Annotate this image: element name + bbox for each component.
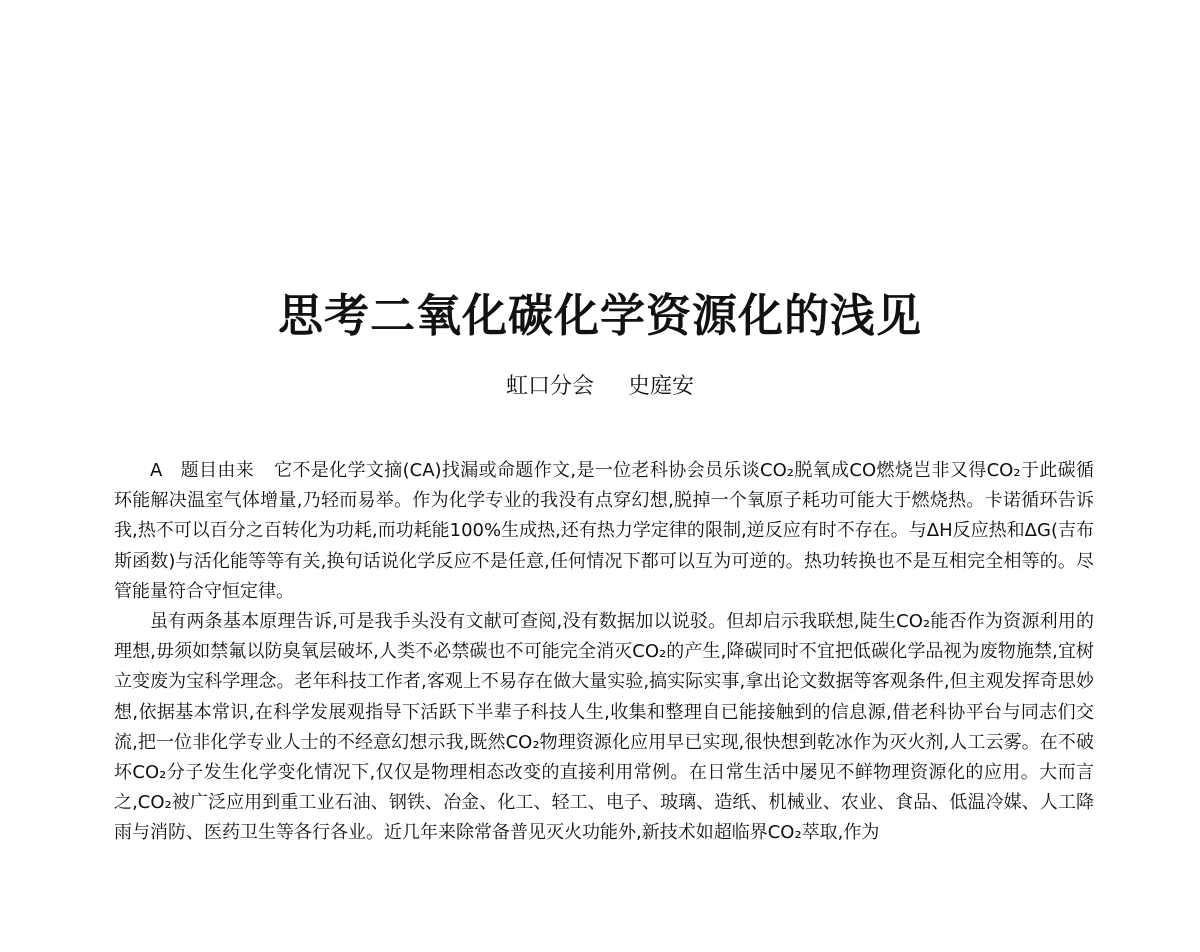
section-label: A	[150, 460, 163, 481]
paragraph-2: 虽有两条基本原理告诉,可是我手头没有文献可查阅,没有数据加以说驳。但却启示我联想,陡生CO₂能否作为资源利用的理想,毋须如禁氟以防臭氧层破坏,人类不必禁碳也不可能完全消灭CO₂的产生,降碳同时不宜把低碳化学品视为废物施禁,宜树立变废为宝科学理念。老年科技工作者,客观上不易存在做大量实验,搞实际实事,拿出论文数据等客观条件,但主观发挥奇思妙想,依据基本常识,在科学发展观指导下活跃下半辈子科技人生,收集和整理自已能接触到的信息源,借老科协平台与同志们交流,把一位非化学专业人士的不经意幻想示我,既然CO₂物理资源化应用早已实现,很快想到乾冰作为灭火剂,人工云雾。在不破坏CO₂分子发生化学变化情况下,仅仅是物理相态改变的直接利用常例。在日常生活中屡见不鲜物理资源化的应用。大而言之,CO₂被广泛应用到重工业石油、钢铁、冶金、化工、轻工、电子、玻璃、造纸、机械业、农业、食品、低温冷媒、人工降雨与消防、医药卫生等各行各业。近几年来除常备普见灭火功能外,新技术如超临界CO₂萃取,作为	[114, 611, 1094, 844]
author-org: 虹口分会	[505, 374, 594, 399]
author-byline	[0, 371, 1200, 403]
author-name: 史庭安	[628, 374, 695, 399]
article-title: 思考二氧化碳化学资源化的浅见	[277, 289, 922, 342]
paragraph-1	[114, 456, 1094, 607]
paragraph-1-text: 它不是化学文摘(CA)找漏或命题作文,是一位老科协会员乐谈CO₂脱氧成CO燃烧岂非又得CO₂于此碳循环能解决温室气体增量,乃轻而易举。作为化学专业的我没有点穿幻想,脱掉一个氧原子耗功可能大于燃烧热。卡诺循环告诉我,热不可以百分之百转化为功耗,而功耗能100%生成热,还有热力学定律的限制,逆反应有时不存在。与ΔH反应热和ΔG(吉布斯函数)与活化能等等有关,换句话说化学反应不是任意,任何情况下都可以互为可逆的。热功转换也不是互相完全相等的。尽管能量符合守恒定律。	[114, 460, 1094, 602]
article-body	[114, 456, 1094, 849]
section-heading: 题目由来	[180, 460, 255, 481]
